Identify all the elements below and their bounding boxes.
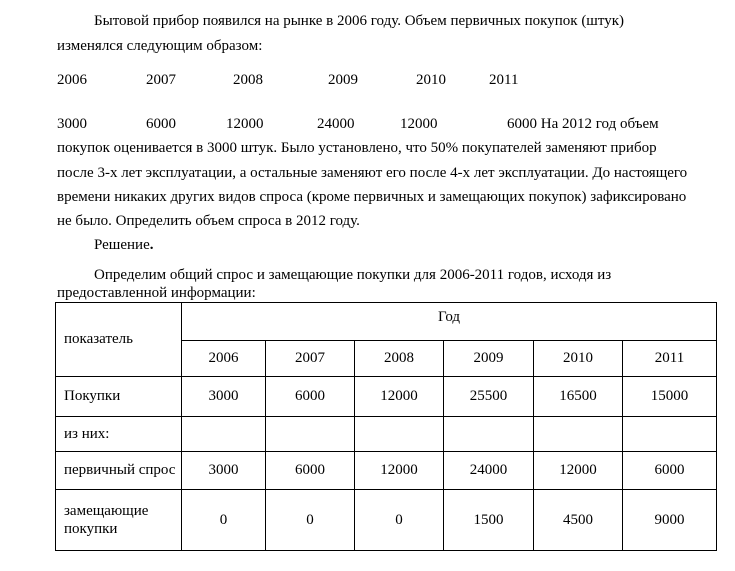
value-2011-with-text: 6000 На 2012 год объем [507, 116, 659, 132]
data-table [55, 302, 717, 551]
cell: 6000 [266, 452, 355, 490]
problem-line-2: изменялся следующим образом: [57, 38, 263, 54]
cell: 25500 [444, 377, 534, 417]
header-year-2010: 2010 [534, 341, 623, 377]
row-label-replacement [56, 490, 182, 551]
cell [623, 417, 717, 452]
cell [534, 417, 623, 452]
cell: 9000 [623, 490, 717, 551]
value-2008: 12000 [226, 116, 264, 132]
problem-line-5: после 3-х лет эксплуатации, а остальные заменяют его после 4-х лет эксплуатации. До настоящего [57, 165, 688, 181]
cell: 6000 [266, 377, 355, 417]
problem-line-4: покупок оценивается в 3000 штук. Было установлено, что 50% покупателей заменяют прибор [57, 140, 657, 156]
cell: 12000 [534, 452, 623, 490]
cell: 0 [266, 490, 355, 551]
header-year [182, 303, 717, 341]
header-year-2008: 2008 [355, 341, 444, 377]
header-year-2009: 2009 [444, 341, 534, 377]
solution-heading-dot: . [149, 237, 154, 253]
row-label-primary-demand: первичный спрос [56, 452, 182, 490]
table-row [56, 417, 717, 452]
year-2010: 2010 [416, 72, 446, 88]
cell: 1500 [444, 490, 534, 551]
cell: 24000 [444, 452, 534, 490]
cell: 15000 [623, 377, 717, 417]
cell: 0 [355, 490, 444, 551]
year-2009: 2009 [328, 72, 358, 88]
header-year-2011: 2011 [623, 341, 717, 377]
solution-heading [94, 236, 153, 254]
problem-line-1: Бытовой прибор появился на рынке в 2006 году. Объем первичных покупок (штук) [94, 13, 625, 29]
value-2010: 12000 [400, 116, 438, 132]
problem-line-6: времени никаких других видов спроса (кроме первичных и замещающих покупок) зафиксировано [57, 189, 687, 205]
row-label-replacement-1: замещающие [64, 503, 149, 519]
header-year-2007: 2007 [266, 341, 355, 377]
cell [266, 417, 355, 452]
cell [355, 417, 444, 452]
cell: 3000 [182, 377, 266, 417]
year-2006: 2006 [57, 72, 87, 88]
year-2008: 2008 [233, 72, 263, 88]
table-row [56, 490, 717, 551]
row-label-replacement-2: покупки [64, 521, 118, 537]
cell: 16500 [534, 377, 623, 417]
header-year-text: Год [437, 309, 461, 325]
problem-line-7: не было. Определить объем спроса в 2012 году. [57, 213, 360, 229]
value-2007: 6000 [146, 116, 176, 132]
row-label-of-them: из них: [56, 417, 182, 452]
table-row [56, 452, 717, 490]
cell [182, 417, 266, 452]
year-2011: 2011 [489, 72, 519, 88]
cell: 0 [182, 490, 266, 551]
cell [444, 417, 534, 452]
row-label-purchases: Покупки [56, 377, 182, 417]
cell: 12000 [355, 452, 444, 490]
value-2009: 24000 [317, 116, 355, 132]
cell: 6000 [623, 452, 717, 490]
cell: 3000 [182, 452, 266, 490]
solution-intro-1: Определим общий спрос и замещающие покупки для 2006-2011 годов, исходя из [94, 267, 612, 283]
year-2007: 2007 [146, 72, 176, 88]
header-year-2006: 2006 [182, 341, 266, 377]
value-2006: 3000 [57, 116, 87, 132]
header-indicator [56, 303, 182, 377]
solution-intro-2: предоставленной информации: [57, 285, 256, 301]
cell: 4500 [534, 490, 623, 551]
header-indicator-text: показатель [64, 331, 133, 347]
table-row [56, 377, 717, 417]
cell: 12000 [355, 377, 444, 417]
solution-heading-text: Решение [94, 237, 150, 253]
